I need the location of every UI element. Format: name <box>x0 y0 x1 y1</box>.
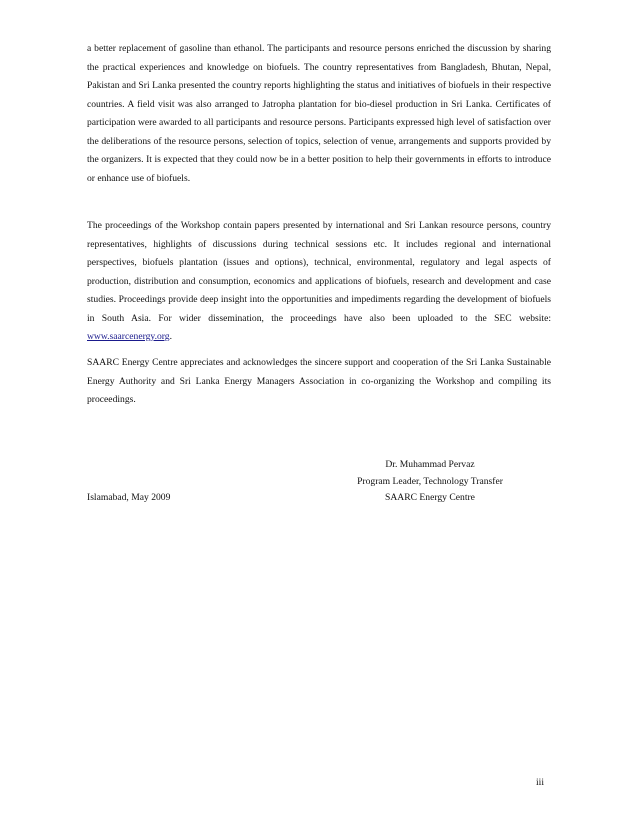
paragraph-acknowledgements: SAARC Energy Centre appreciates and acknowledges the sincere support and cooperation of the Sri Lanka Sustainable Energy Authority and Sri Lanka Energy Managers Association in co-organizing the Workshop and compiling its proceedings. <box>87 357 551 405</box>
signature-role: Program Leader, Technology Transfer <box>357 476 503 487</box>
page-number: iii <box>536 777 544 788</box>
signature-organization: SAARC Energy Centre <box>385 492 475 503</box>
paragraph-proceedings-end: . <box>169 331 172 342</box>
paragraph-proceedings-text: The proceedings of the Workshop contain papers presented by international and Sri Lankan resource persons, country representatives, highlights of discussions during technical sessions etc. It includes regional and international perspectives, biofuels plantation (issues and options), technical, environmental, regulatory and legal aspects of production, distribution and consumption, economics and applications of biofuels, research and development and case studies. Proceedings provide deep insight into the opportunities and impediments regarding the development of biofuels in South Asia. For wider dissemination, the proceedings have also been uploaded to the SEC website: <box>87 220 551 324</box>
paragraph-proceedings-overview <box>87 217 551 347</box>
signature-name: Dr. Muhammad Pervaz <box>385 459 475 470</box>
paragraph-biofuels-workshop-summary: a better replacement of gasoline than ethanol. The participants and resource persons enriched the discussion by sharing the practical experiences and knowledge on biofuels. The country representatives from Bangladesh, Bhutan, Nepal, Pakistan and Sri Lanka presented the country reports highlighting the status and initiatives of biofuels in their respective countries. A field visit was also arranged to Jatropha plantation for bio-diesel production in Sri Lanka. Certificates of participation were awarded to all participants and resource persons. Participants expressed high level of satisfaction over the deliberations of the resource persons, selection of topics, selection of venue, arrangements and supports provided by the organizers. It is expected that they could now be in a better position to help their governments in efforts to introduce or enhance use of biofuels. <box>87 43 551 184</box>
place-and-date: Islamabad, May 2009 <box>87 492 171 503</box>
saarc-website-link[interactable]: www.saarcenergy.org <box>87 331 170 342</box>
